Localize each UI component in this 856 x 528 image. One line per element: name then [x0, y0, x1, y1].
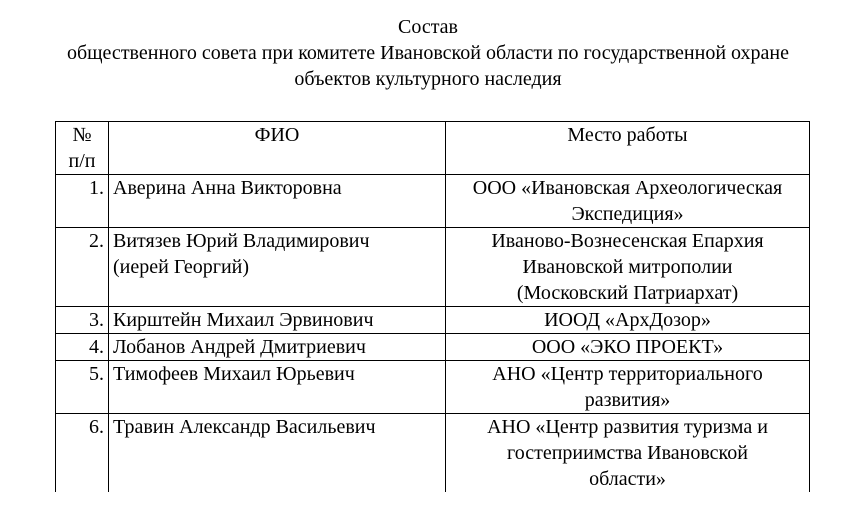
table-row — [56, 307, 810, 334]
member-workplace — [446, 361, 810, 414]
header-number-line-1: № — [72, 124, 92, 146]
member-workplace — [446, 307, 810, 334]
workplace-line: гостеприимства Ивановской — [507, 442, 748, 464]
title-line-1: Состав — [397, 16, 459, 38]
workplace-line: (Московский Патриархат) — [516, 282, 739, 304]
member-name — [109, 334, 446, 361]
member-name-line: Лобанов Андрей Дмитриевич — [113, 336, 366, 358]
row-number: 6. — [56, 414, 109, 493]
workplace-line: Иваново-Вознесенская Епархия — [491, 230, 764, 252]
workplace-line: АНО «Центр территориального — [492, 363, 763, 385]
table-row — [56, 228, 810, 307]
document-title — [0, 14, 856, 92]
member-name-line: (иерей Георгий) — [113, 256, 250, 278]
header-number-line-2: п/п — [68, 150, 96, 172]
workplace-line: развития» — [584, 389, 671, 411]
workplace-line: ООО «ЭКО ПРОЕКТ» — [531, 336, 724, 358]
title-line-3: объектов культурного наследия — [294, 68, 562, 90]
table-row — [56, 175, 810, 228]
member-name — [109, 361, 446, 414]
member-name — [109, 228, 446, 307]
title-line-2: общественного совета при комитете Ивановской области по государственной охране — [66, 42, 789, 64]
workplace-line: АНО «Центр развития туризма и — [487, 416, 768, 438]
header-name: ФИО — [109, 122, 446, 175]
member-name — [109, 414, 446, 493]
table-row — [56, 414, 810, 493]
member-workplace — [446, 175, 810, 228]
member-name-line: Аверина Анна Викторовна — [113, 177, 342, 199]
member-name-line: Травин Александр Васильевич — [113, 416, 376, 438]
header-number — [56, 122, 109, 175]
member-name — [109, 307, 446, 334]
row-number: 5. — [56, 361, 109, 414]
header-workplace: Место работы — [446, 122, 810, 175]
workplace-line: Ивановской митрополии — [522, 256, 733, 278]
table-header-row — [56, 122, 810, 175]
member-name-line: Кирштейн Михаил Эрвинович — [113, 309, 374, 331]
member-workplace — [446, 228, 810, 307]
workplace-line: области» — [589, 468, 666, 490]
table-row — [56, 361, 810, 414]
members-table — [55, 121, 810, 492]
table-row — [56, 334, 810, 361]
row-number: 2. — [56, 228, 109, 307]
row-number: 3. — [56, 307, 109, 334]
member-workplace — [446, 334, 810, 361]
member-name-line: Тимофеев Михаил Юрьевич — [113, 363, 355, 385]
member-name — [109, 175, 446, 228]
member-workplace — [446, 414, 810, 493]
workplace-line: Экспедиция» — [571, 203, 684, 225]
member-name-line: Витязев Юрий Владимирович — [113, 230, 370, 252]
workplace-line: ИООД «АрхДозор» — [544, 309, 711, 331]
workplace-line: ООО «Ивановская Археологическая — [472, 177, 783, 199]
row-number: 1. — [56, 175, 109, 228]
row-number: 4. — [56, 334, 109, 361]
